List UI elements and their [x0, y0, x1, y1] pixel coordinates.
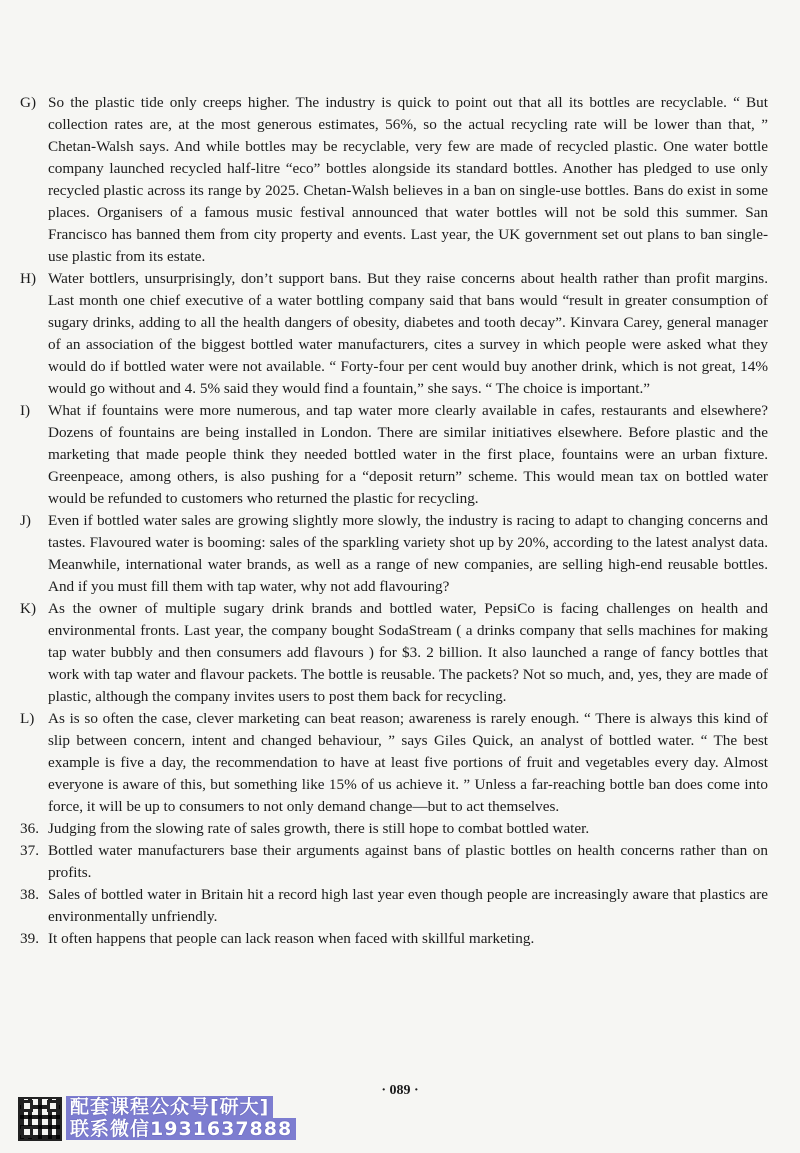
- paragraph-i: [20, 400, 768, 510]
- paragraph-label: J): [20, 512, 31, 529]
- watermark-line-1: 配套课程公众号[研大]: [66, 1096, 273, 1118]
- question-number: 38.: [20, 886, 39, 903]
- question-number: 37.: [20, 842, 39, 859]
- question-text: Judging from the slowing rate of sales growth, there is still hope to combat bottled water.: [48, 820, 590, 837]
- paragraph-text: As is so often the case, clever marketing can beat reason; awareness is rarely enough. “ There is always this kind of slip between concern, intent and changed behaviour, ” says Giles Quick, an analyst of bottled water. “ The best example is five a day, the recommendation to have at least five portions of fruit and vegetables every day. Almost everyone is aware of this, but something like 15% of us achieve it. ” Unless a far-reaching bottle ban does come into force, it will be up to consumers to not only demand change—but to act themselves.: [48, 710, 768, 815]
- paragraph-text: As the owner of multiple sugary drink brands and bottled water, PepsiCo is facing challenges on health and environmental fronts. Last year, the company bought SodaStream ( a drinks company that sells machines for making tap water bubbly and then consumers add flavours ) for $3. 2 billion. It also launched a range of fancy bottles that work with tap water and flavour packets. The bottle is reusable. The packets? Not so much, and, yes, they are made of plastic, although the company invites users to post them back for recycling.: [48, 600, 768, 705]
- paragraph-label: G): [20, 94, 37, 111]
- page-number: · 089 ·: [381, 1083, 419, 1098]
- paragraph-text: Even if bottled water sales are growing slightly more slowly, the industry is racing to adapt to changing concerns and tastes. Flavoured water is booming: sales of the sparkling variety shot up by 20%, according to the latest analyst data. Meanwhile, international water brands, as well as a range of new companies, are selling high-end reusable bottles. And if you must fill them with tap water, why not add flavouring?: [48, 512, 768, 595]
- question-36: [20, 818, 768, 840]
- question-number: 39.: [20, 930, 39, 947]
- question-text: Sales of bottled water in Britain hit a record high last year even though people are increasingly aware that plastics are environmentally unfriendly.: [48, 886, 768, 925]
- question-number: 36.: [20, 820, 39, 837]
- paragraph-j: [20, 510, 768, 598]
- paragraph-label: I): [20, 402, 31, 419]
- qr-finder-pattern: [21, 1126, 33, 1138]
- question-39: [20, 928, 768, 950]
- paragraph-label: H): [20, 270, 37, 287]
- watermark: [66, 1096, 316, 1140]
- paragraph-h: [20, 268, 768, 400]
- paragraph-g: [20, 92, 768, 268]
- paragraph-label: K): [20, 600, 37, 617]
- paragraph-label: L): [20, 710, 35, 727]
- paragraph-text: Water bottlers, unsurprisingly, don’t support bans. But they raise concerns about health rather than profit margins. Last month one chief executive of a water bottling company said that bans would “result in greater consumption of sugary drinks, adding to all the health dangers of obesity, diabetes and tooth decay”. Kinvara Carey, general manager of an association of the biggest bottled water manufacturers, cites a survey in which people were asked what they would do if bottled water were not available. “ Forty-four per cent would buy another drink, which is not great, 14% would go without and 4. 5% said they would find a fountain,” she says. “ The choice is important.”: [48, 270, 768, 397]
- question-text: Bottled water manufacturers base their arguments against bans of plastic bottles on health concerns rather than on profits.: [48, 842, 768, 881]
- paragraph-k: [20, 598, 768, 708]
- question-38: [20, 884, 768, 928]
- paragraph-text: So the plastic tide only creeps higher. The industry is quick to point out that all its bottles are recyclable. “ But collection rates are, at the most generous estimates, 56%, so the actual recycling rate will be lower than that, ” Chetan-Walsh says. And while bottles may be recyclable, very few are made of recycled plastic. One water bottle company launched recycled half-litre “eco” bottles alongside its standard bottles. Another has pledged to use only recycled plastic across its range by 2025. Chetan-Walsh believes in a ban on single-use bottles. Bans do exist in some places. Organisers of a famous music festival announced that water bottles will not be sold this summer. San Francisco has banned them from city property and events. Last year, the UK government set out plans to ban single-use plastic from its estate.: [48, 94, 768, 265]
- passage-content: [20, 92, 768, 950]
- qr-code-icon: [18, 1097, 62, 1141]
- question-text: It often happens that people can lack reason when faced with skillful marketing.: [48, 930, 535, 947]
- watermark-line-2: 联系微信1931637888: [66, 1118, 296, 1140]
- paragraph-text: What if fountains were more numerous, and tap water more clearly available in cafes, restaurants and elsewhere? Dozens of fountains are being installed in London. There are similar initiatives elsewhere. Before plastic and the marketing that made people think they needed bottled water in the first place, fountains were an urban fixture. Greenpeace, among others, is also pushing for a “deposit return” scheme. This would mean tax on bottled water would be refunded to customers who returned the plastic for recycling.: [48, 402, 768, 507]
- question-37: [20, 840, 768, 884]
- paragraph-l: [20, 708, 768, 818]
